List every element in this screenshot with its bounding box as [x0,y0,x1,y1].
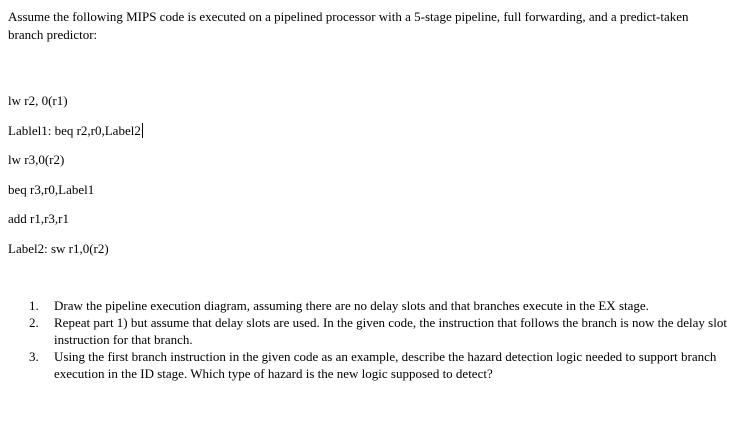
question-text: Using the first branch instruction in the given code as an example, describe the hazard detection logic needed to support branch execution in the ID stage. Which type of hazard is the new logic supposed to detect? [54,349,717,381]
question-text: Draw the pipeline execution diagram, assuming there are no delay slots and that branches execute in the EX stage. [54,298,649,313]
question-number: 1. [29,298,39,313]
question-text: Repeat part 1) but assume that delay slots are used. In the given code, the instruction that follows the branch is now the delay slot instruction for that branch. [54,315,727,347]
question-item-2 [0,314,730,348]
question-number: 2. [29,315,39,330]
code-line-2-text: Lablel1: beq r2,r0,Label2 [8,123,141,138]
code-line-5: add r1,r3,r1 [8,211,70,226]
code-line-2 [8,122,143,140]
question-item-1 [0,297,730,314]
question-list [0,297,730,382]
code-line-3: lw r3,0(r2) [8,152,65,167]
question-number: 3. [29,349,39,364]
question-item-3 [0,348,730,382]
text-cursor [142,123,143,138]
code-line-6: Label2: sw r1,0(r2) [8,241,109,256]
problem-intro: Assume the following MIPS code is executed on a pipelined processor with a 5-stage pipeline, full forwarding, and a predict-taken branch predictor: [8,9,689,42]
code-line-1: lw r2, 0(r1) [8,93,68,108]
code-line-4: beq r3,r0,Label1 [8,182,95,197]
